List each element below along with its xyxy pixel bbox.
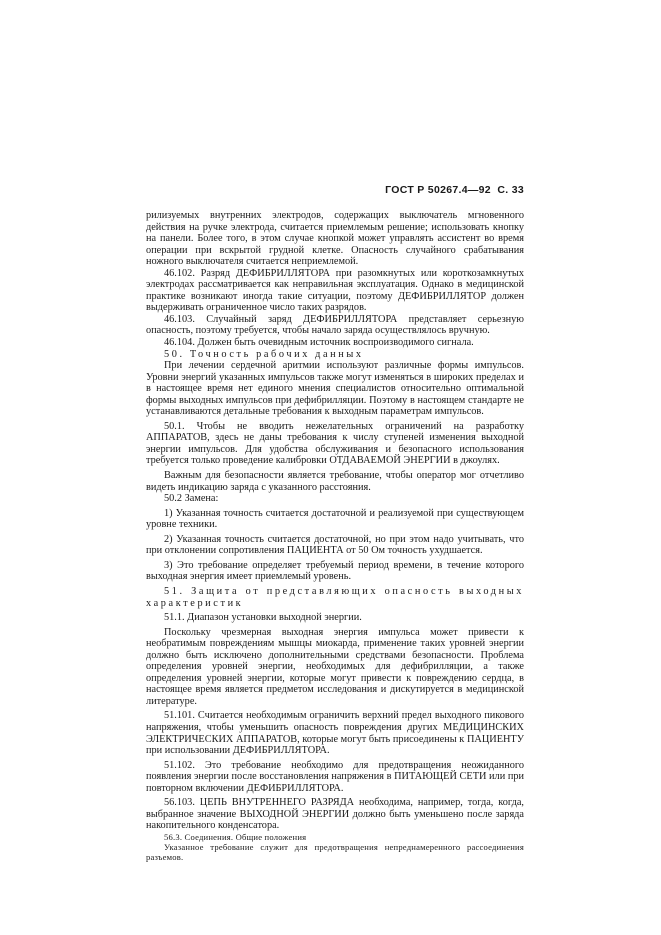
standard-number: ГОСТ Р 50267.4—92 — [385, 184, 491, 196]
paragraph: Поскольку чрезмерная выходная энергия импульса может привести к необратимым повреждениям мышцы миокарда, применение таких уровней энергии должно быть исключено дополнительными средствами безопасности. Проблема определения уровней энергии, необходимых для дефибрилляции, а также определения уровней энергии, которые могут привести к повреждению сердца, в настоящее время является предметом исследования и дискутируется в медицинской литературе. — [146, 626, 524, 707]
section-heading: 50. Точность рабочих данных — [164, 348, 364, 360]
document-body — [146, 210, 524, 862]
page-number: С. 33 — [497, 184, 524, 196]
paragraph: 50.1. Чтобы не вводить нежелательных ограничений на разработку АППАРАТОВ, здесь не даны требования к числу ступеней изменения выходной энергии импульсов. Для удобства обслуживания и безопасного использования требуется только проведение калибровки ОТДАВАЕМОЙ ЭНЕРГИИ в джоулях. — [146, 420, 524, 467]
paragraph: 1) Указанная точность считается достаточной и реализуемой при существующем уровне техники. — [146, 507, 524, 531]
paragraph: 3) Это требование определяет требуемый период времени, в течение которого выходная энергия имеет приемлемый уровень. — [146, 559, 524, 583]
paragraph: 51.1. Диапазон установки выходной энергии. — [164, 612, 362, 624]
paragraph: 2) Указанная точность считается достаточной, но при этом надо учитывать, что при отклонении сопротивления ПАЦИЕНТА от 50 Ом точность ухудшается. — [146, 533, 524, 557]
paragraph: 46.102. Разряд ДЕФИБРИЛЛЯТОРА при разомкнутых или короткозамкнутых электродах рассматривается как неправильная эксплуатация. Однако в медицинской практике возникают иногда такие ситуации, поэтому ДЕФИБРИЛЛЯТОР должен выдерживать ограниченное число таких разрядов. — [146, 267, 524, 314]
paragraph: При лечении сердечной аритмии используют различные формы импульсов. Уровни энергий указанных импульсов также могут изменяться в широких пределах и в настоящее время нет единого мнения специалистов относительно оптимальной формы выходных импульсов при дефибрилляции. Поэтому в настоящем стандарте не устанавливаются детальные требования к выходным параметрам импульсов. — [146, 360, 524, 418]
paragraph: 46.103. Случайный заряд ДЕФИБРИЛЛЯТОРА представляет серьезную опасность, поэтому требуется, чтобы начало заряда осуществлялось вручную. — [146, 313, 524, 337]
page-header — [146, 184, 524, 196]
section-heading: 51. Защита от представляющих опасность выходных характеристик — [146, 585, 524, 609]
paragraph: рилизуемых внутренних электродов, содержащих выключатель мгновенного действия на ручке электрода, считается приемлемым решение; использовать кнопку на панели. Более того, в этом случае кнопкой может управлять ассистент во время операции при вскрытой грудной клетке. Опасность случайного срабатывания ножного выключателя считается неприемлемой. — [146, 210, 524, 268]
paragraph: 51.101. Считается необходимым ограничить верхний предел выходного пикового напряжения, чтобы уменьшить опасность повреждения других МЕДИЦИНСКИХ ЭЛЕКТРИЧЕСКИХ АППАРАТОВ, которые могут быть присоединены к ПАЦИЕНТУ при использовании ДЕФИБРИЛЛЯТОРА. — [146, 710, 524, 757]
paragraph: Важным для безопасности является требование, чтобы оператор мог отчетливо видеть индикацию заряда с указанного расстояния. — [146, 470, 524, 493]
paragraph: 46.104. Должен быть очевидным источник воспроизводимого сигнала. — [164, 337, 474, 349]
paragraph: 50.2 Замена: — [164, 493, 219, 505]
subsection-heading: 56.3. Соединения. Общие положения — [164, 831, 307, 842]
paragraph: 51.102. Это требование необходимо для предотвращения неожиданного появления энергии после восстановления напряжения в ПИТАЮЩЕЙ СЕТИ или при повторном включении ДЕФИБРИЛЛЯТОРА. — [146, 759, 524, 794]
paragraph: Указанное требование служит для предотвращения непреднамеренного рассоединения разъемов. — [146, 841, 524, 862]
paragraph: 56.103. ЦЕПЬ ВНУТРЕННЕГО РАЗРЯДА необходима, например, тогда, когда, выбранное значение ВЫХОДНОЙ ЭНЕРГИИ должно быть уменьшено после заряда накопительного конденсатора. — [146, 797, 524, 832]
